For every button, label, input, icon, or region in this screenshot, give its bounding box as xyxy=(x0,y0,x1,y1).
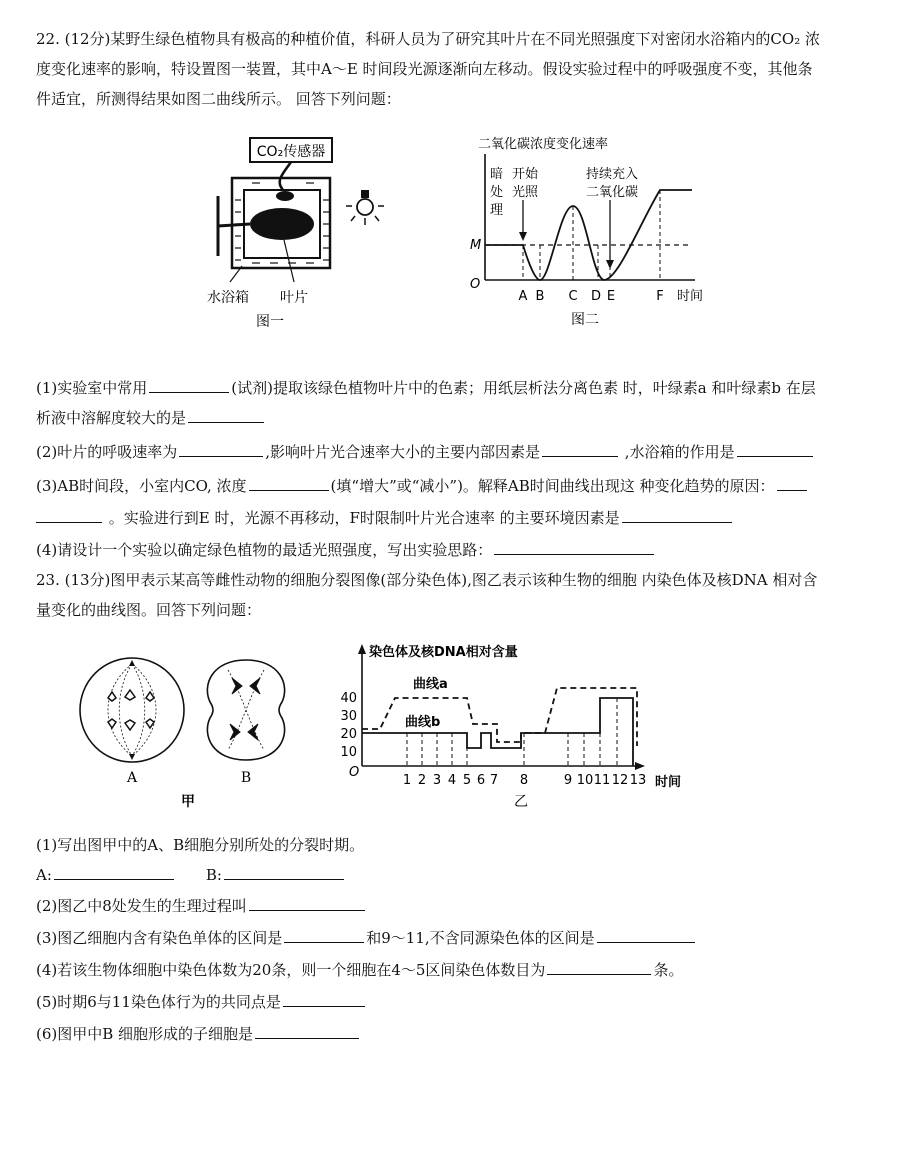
q23-sub1-label-a: A: xyxy=(36,866,52,884)
y-tick-10: 10 xyxy=(340,745,357,760)
q23-sub4-text-b: 条。 xyxy=(653,961,684,979)
q23-sub2-line xyxy=(36,894,367,918)
figure-2-ylabel: 二氧化碳浓度变化速率 xyxy=(478,137,609,152)
answer-blank[interactable] xyxy=(36,506,102,523)
leaf-label: 叶片 xyxy=(280,290,308,306)
answer-blank[interactable] xyxy=(54,863,174,880)
q23-sub6-line xyxy=(36,1022,361,1046)
y-tick-40: 40 xyxy=(340,691,357,706)
sensor-probe xyxy=(276,191,294,201)
q22-sub1-line-2 xyxy=(36,406,266,430)
x-tick-4: 4 xyxy=(447,773,457,788)
q23-intro-line-2: 量变化的曲线图。回答下列问题： xyxy=(36,601,262,619)
figure-yi-xlabel: 时间 xyxy=(654,775,682,790)
tick-a: A xyxy=(518,289,528,304)
q23-sub5-line xyxy=(36,990,367,1014)
q22-sub2-text-a: (2)叶片的呼吸速率为 xyxy=(36,443,178,461)
q22-intro-line-3: 件适宜，所测得结果如图二曲线所示。 回答下列问题： xyxy=(36,90,401,108)
answer-blank[interactable] xyxy=(283,990,365,1007)
answer-blank[interactable] xyxy=(284,926,364,943)
answer-blank[interactable] xyxy=(542,440,618,457)
cell-b-label: B xyxy=(240,770,252,786)
answer-blank[interactable] xyxy=(737,440,813,457)
q22-sub3-text-c: 。实验进行到E 时，光源不再移动，F时限制叶片光合速率 的主要环境因素是 xyxy=(104,509,620,527)
figure-2-curve xyxy=(485,190,692,280)
q22-sub1-text-b: (试剂)提取该绿色植物叶片中的色素；用纸层析法分离色素 时，叶绿素a 和叶绿素b 在层 xyxy=(231,379,816,397)
figure-jia-caption: 甲 xyxy=(181,794,195,810)
figure-yi-caption: 乙 xyxy=(514,794,528,810)
figure-yi-ylabel: 染色体及核DNA相对含量 xyxy=(369,645,518,660)
q23-sub6-text: (6)图甲中B 细胞形成的子细胞是 xyxy=(36,1025,254,1043)
cell-a-label: A xyxy=(126,770,138,786)
answer-blank[interactable] xyxy=(255,1022,359,1039)
q23-sub3-text-a: (3)图乙细胞内含有染色单体的区间是 xyxy=(36,929,283,947)
figure-2-xlabel: 时间 xyxy=(676,289,704,304)
q22-sub1-text-a: (1)实验室中常用 xyxy=(36,379,148,397)
tick-d: D xyxy=(590,289,602,304)
answer-blank[interactable] xyxy=(597,926,695,943)
q22-sub3-text-b: (填“增大”或“减小”)。解释AB时间曲线出现这 种变化趋势的原因： xyxy=(330,477,775,495)
lamp-icon xyxy=(346,190,384,225)
co2-label-1: 持续充入 xyxy=(586,167,639,182)
figure-1-caption: 图一 xyxy=(256,314,284,330)
answer-blank[interactable] xyxy=(622,506,732,523)
q22-sub2-text-c: ,水浴箱的作用是 xyxy=(620,443,735,461)
figure-1-apparatus xyxy=(190,130,410,340)
x-tick-2: 2 xyxy=(417,773,427,788)
x-tick-8: 8 xyxy=(519,773,529,788)
co2-label-2: 二氧化碳 xyxy=(586,185,639,200)
leaf-shape xyxy=(250,208,314,240)
figure-2-origin: O xyxy=(470,277,481,292)
dark-label-3: 理 xyxy=(490,203,504,218)
y-tick-20: 20 xyxy=(340,727,357,742)
answer-blank[interactable] xyxy=(188,406,264,423)
x-tick-6: 6 xyxy=(476,773,486,788)
figure-yi-x-arrow xyxy=(635,762,645,770)
q22-sub4-text: (4)请设计一个实验以确定绿色植物的最适光照强度，写出实验思路： xyxy=(36,541,493,559)
cell-a-membrane xyxy=(80,658,184,762)
figure-yi-chart xyxy=(335,636,695,816)
light-arrow-head xyxy=(519,232,527,241)
x-tick-7: 7 xyxy=(489,773,499,788)
tick-b: B xyxy=(535,289,545,304)
answer-blank[interactable] xyxy=(777,474,807,491)
x-tick-12: 12 xyxy=(611,773,629,788)
answer-blank[interactable] xyxy=(547,958,651,975)
figure-jia-cells xyxy=(70,640,320,815)
q22-sub3-line-2 xyxy=(36,506,734,530)
q22-intro-line-1: 22. (12分)某野生绿色植物具有极高的种植价值，科研人员为了研究其叶片在不同光照强度下对密闭水浴箱内的CO₂ 浓 xyxy=(36,30,820,48)
x-tick-1: 1 xyxy=(402,773,412,788)
tick-c: C xyxy=(568,289,578,304)
answer-blank[interactable] xyxy=(249,474,329,491)
q23-sub3-line xyxy=(36,926,697,950)
figure-2-co2-rate-chart xyxy=(460,128,710,340)
x-tick-11: 11 xyxy=(593,773,611,788)
q22-sub3-text-a: (3)AB时间段，小室内CO, 浓度 xyxy=(36,477,247,495)
answer-blank[interactable] xyxy=(494,538,654,555)
curve-b-label: 曲线b xyxy=(405,715,441,730)
answer-blank[interactable] xyxy=(179,440,263,457)
figure-2-guides xyxy=(523,190,660,280)
answer-blank[interactable] xyxy=(149,376,229,393)
q22-sub4-line xyxy=(36,538,656,562)
m-label: M xyxy=(470,238,482,253)
tick-e: E xyxy=(606,289,616,304)
figure-yi-guides xyxy=(407,698,617,766)
q23-sub4-text-a: (4)若该生物体细胞中染色体数为20条，则一个细胞在4～5区间染色体数目为 xyxy=(36,961,546,979)
figure-yi-origin: O xyxy=(349,765,360,780)
figure-yi-y-arrow xyxy=(358,644,366,654)
q22-sub1-line-1 xyxy=(36,376,816,400)
q23-sub4-line xyxy=(36,958,683,982)
q23-sub5-text: (5)时期6与11染色体行为的共同点是 xyxy=(36,993,281,1011)
x-tick-9: 9 xyxy=(563,773,573,788)
dark-label-1: 暗 xyxy=(490,167,504,182)
q23-sub1-line: (1)写出图甲中的A、B细胞分别所处的分裂时期。 xyxy=(36,836,365,854)
dark-label-2: 处 xyxy=(490,185,504,200)
co2-arrow-head xyxy=(606,260,614,269)
y-tick-30: 30 xyxy=(340,709,357,724)
q22-sub2-line xyxy=(36,440,815,464)
answer-blank[interactable] xyxy=(224,863,344,880)
q23-sub3-text-b: 和9～11,不含同源染色体的区间是 xyxy=(366,929,595,947)
cell-b-membrane xyxy=(207,660,284,760)
light-label-1: 开始 xyxy=(512,167,539,182)
curve-a-line xyxy=(362,688,637,746)
x-tick-10: 10 xyxy=(576,773,594,788)
x-tick-3: 3 xyxy=(432,773,442,788)
answer-blank[interactable] xyxy=(249,894,365,911)
tick-f: F xyxy=(656,289,664,304)
q23-sub2-text: (2)图乙中8处发生的生理过程叫 xyxy=(36,897,247,915)
q22-sub1-text-c: 析液中溶解度较大的是 xyxy=(36,409,187,427)
q23-sub1-answers xyxy=(36,863,346,887)
light-label-2: 光照 xyxy=(512,185,539,200)
co2-sensor-label: CO₂传感器 xyxy=(256,144,326,160)
curve-a-label: 曲线a xyxy=(413,677,448,692)
x-tick-13: 13 xyxy=(629,773,647,788)
q22-sub2-text-b: ,影响叶片光合速率大小的主要内部因素是 xyxy=(265,443,541,461)
figure-2-caption: 图二 xyxy=(571,312,599,328)
q22-intro-line-2: 度变化速率的影响，特设置图一装置，其中A～E 时间段光源逐渐向左移动。假设实验过程中的呼吸强度不变，其他条 xyxy=(36,60,813,78)
x-tick-5: 5 xyxy=(462,773,472,788)
q22-sub3-line-1 xyxy=(36,474,809,498)
q23-sub1-label-b: B: xyxy=(205,866,222,884)
water-bath-label: 水浴箱 xyxy=(207,290,249,306)
q23-intro-line-1: 23. (13分)图甲表示某高等雌性动物的细胞分裂图像(部分染色体),图乙表示该种生物的细胞 内染色体及核DNA 相对含 xyxy=(36,571,818,589)
